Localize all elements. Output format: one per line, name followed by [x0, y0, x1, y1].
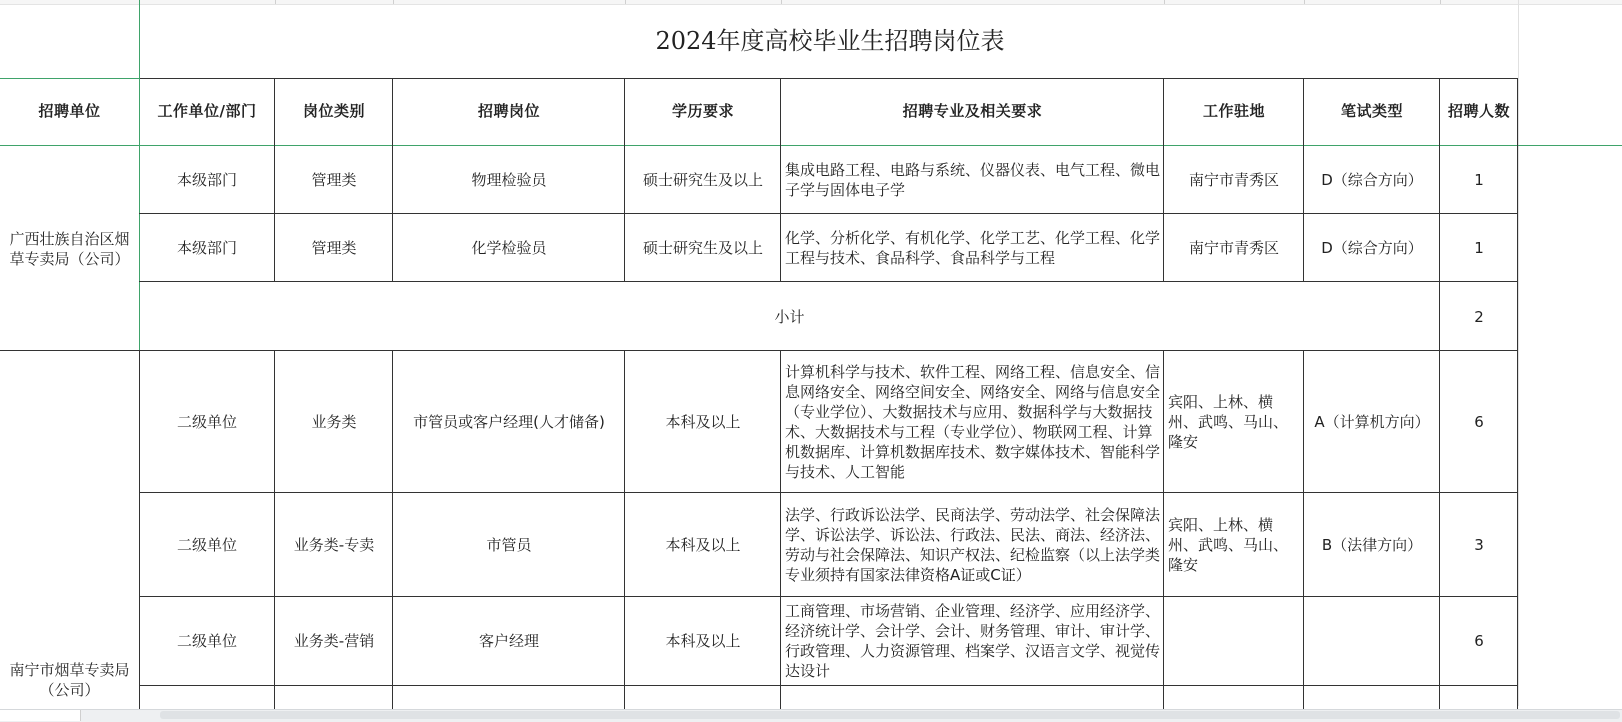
- header-dept[interactable]: 工作单位/部门: [157, 102, 257, 120]
- border: [0, 350, 1518, 351]
- gridline: [275, 0, 276, 4]
- category-cell[interactable]: 管理类: [311, 239, 357, 257]
- exam-cell[interactable]: D（综合方向）: [1321, 171, 1423, 189]
- sheet-title[interactable]: 2024年度高校毕业生招聘岗位表: [655, 27, 1005, 55]
- border: [139, 213, 1518, 214]
- border: [139, 281, 1518, 282]
- border: [274, 351, 275, 710]
- border: [392, 351, 393, 710]
- header-location[interactable]: 工作驻地: [1202, 102, 1265, 120]
- dept-cell[interactable]: 本级部门: [176, 239, 237, 257]
- border: [274, 78, 275, 282]
- border: [392, 78, 393, 282]
- count-cell[interactable]: 3: [1474, 536, 1484, 554]
- border: [1163, 78, 1164, 282]
- location-cell[interactable]: [1164, 597, 1304, 685]
- border: [624, 78, 625, 282]
- border: [139, 685, 1518, 686]
- horizontal-scrollbar-thumb[interactable]: [160, 711, 1620, 719]
- gridline: [393, 0, 394, 4]
- count-cell[interactable]: 1: [1474, 171, 1484, 189]
- gridline: [1164, 0, 1165, 4]
- edu-cell[interactable]: 本科及以上: [665, 632, 741, 650]
- location-cell[interactable]: 南宁市青秀区: [1188, 171, 1279, 189]
- border: [780, 351, 781, 710]
- location-cell[interactable]: 宾阳、上林、横州、武鸣、马山、隆安: [1168, 516, 1289, 574]
- freeze-line-title: [0, 78, 140, 79]
- post-cell[interactable]: 化学检验员: [471, 239, 547, 257]
- border: [139, 596, 1518, 597]
- major-cell[interactable]: 法学、行政诉讼法学、民商法学、劳动法学、社会保障法学、诉讼法学、诉讼法、行政法、民法、商法、经济法、劳动与社会保障法、知识产权法、纪检监察（以上法学类专业须持有国家法律资格A证或C证）: [785, 506, 1161, 584]
- dept-cell[interactable]: 本级部门: [176, 171, 237, 189]
- border: [1303, 351, 1304, 710]
- edu-cell[interactable]: 本科及以上: [665, 413, 741, 431]
- header-exam[interactable]: 笔试类型: [1340, 102, 1403, 120]
- gridline: [1440, 0, 1441, 4]
- header-category[interactable]: 岗位类别: [302, 102, 365, 120]
- freeze-line-horizontal: [0, 145, 1622, 146]
- major-cell[interactable]: 工商管理、市场营销、企业管理、经济学、应用经济学、经济统计学、会计学、会计、财务管理、审计、审计学、行政管理、人力资源管理、档案学、汉语言文学、视觉传达设计: [785, 602, 1161, 680]
- unit-cell[interactable]: 广西壮族自治区烟草专卖局（公司）: [9, 229, 130, 268]
- border: [139, 351, 140, 710]
- subtotal-count[interactable]: 2: [1474, 307, 1484, 326]
- edu-cell[interactable]: 本科及以上: [665, 536, 741, 554]
- category-cell[interactable]: 业务类-专卖: [293, 536, 375, 554]
- border: [780, 78, 781, 282]
- dept-cell[interactable]: 二级单位: [176, 536, 237, 554]
- exam-cell[interactable]: A（计算机方向）: [1314, 413, 1430, 431]
- subtotal-label[interactable]: 小计: [774, 307, 805, 326]
- gridline: [1518, 0, 1519, 706]
- exam-cell[interactable]: B（法律方向）: [1321, 536, 1423, 554]
- gridline: [625, 0, 626, 4]
- dept-cell[interactable]: 二级单位: [176, 632, 237, 650]
- border: [1439, 78, 1440, 710]
- location-cell[interactable]: 宾阳、上林、横州、武鸣、马山、隆安: [1168, 393, 1289, 451]
- header-edu[interactable]: 学历要求: [671, 102, 734, 120]
- border: [139, 492, 1518, 493]
- border: [1303, 78, 1304, 282]
- post-cell[interactable]: 市管员或客户经理(人才储备): [413, 413, 605, 431]
- exam-cell[interactable]: D（综合方向）: [1321, 239, 1423, 257]
- exam-cell[interactable]: [1304, 597, 1440, 685]
- sheet-tab[interactable]: [0, 710, 81, 721]
- border: [1517, 78, 1518, 710]
- header-count[interactable]: 招聘人数: [1447, 102, 1510, 120]
- border: [1163, 351, 1164, 710]
- category-cell[interactable]: 管理类: [311, 171, 357, 189]
- header-post[interactable]: 招聘岗位: [477, 102, 540, 120]
- unit-cell[interactable]: 南宁市烟草专卖局（公司）: [9, 661, 130, 699]
- dept-cell[interactable]: 二级单位: [176, 413, 237, 431]
- category-cell[interactable]: 业务类: [311, 413, 357, 431]
- major-cell[interactable]: 计算机科学与技术、软件工程、网络工程、信息安全、信息网络安全、网络空间安全、网络安全、网络与信息安全（专业学位）、大数据技术与应用、数据科学与大数据技术、大数据技术与工程（专业学位）、物联网工程、计算机数据库、计算机数据库技术、数字媒体技术、智能科学与技术、人工智能: [785, 363, 1161, 481]
- header-major[interactable]: 招聘专业及相关要求: [902, 102, 1043, 120]
- count-cell[interactable]: 1: [1474, 239, 1484, 257]
- post-cell[interactable]: 市管员: [486, 536, 532, 554]
- border: [624, 351, 625, 710]
- edu-cell[interactable]: 硕士研究生及以上: [642, 171, 763, 189]
- count-cell[interactable]: 6: [1474, 632, 1484, 650]
- count-cell[interactable]: 6: [1474, 413, 1484, 431]
- gridline: [1304, 0, 1305, 4]
- location-cell[interactable]: 南宁市青秀区: [1188, 239, 1279, 257]
- major-cell[interactable]: 集成电路工程、电路与系统、仪器仪表、电气工程、微电子学与固体电子学: [785, 161, 1161, 199]
- major-cell[interactable]: 化学、分析化学、有机化学、化学工艺、化学工程、化学工程与技术、食品科学、食品科学与工程: [785, 229, 1161, 267]
- post-cell[interactable]: 客户经理: [478, 632, 539, 650]
- edu-cell[interactable]: 硕士研究生及以上: [642, 239, 763, 257]
- border: [140, 78, 1518, 79]
- gridline: [781, 0, 782, 4]
- header-unit[interactable]: 招聘单位: [38, 102, 101, 120]
- post-cell[interactable]: 物理检验员: [471, 171, 547, 189]
- category-cell[interactable]: 业务类-营销: [293, 632, 375, 650]
